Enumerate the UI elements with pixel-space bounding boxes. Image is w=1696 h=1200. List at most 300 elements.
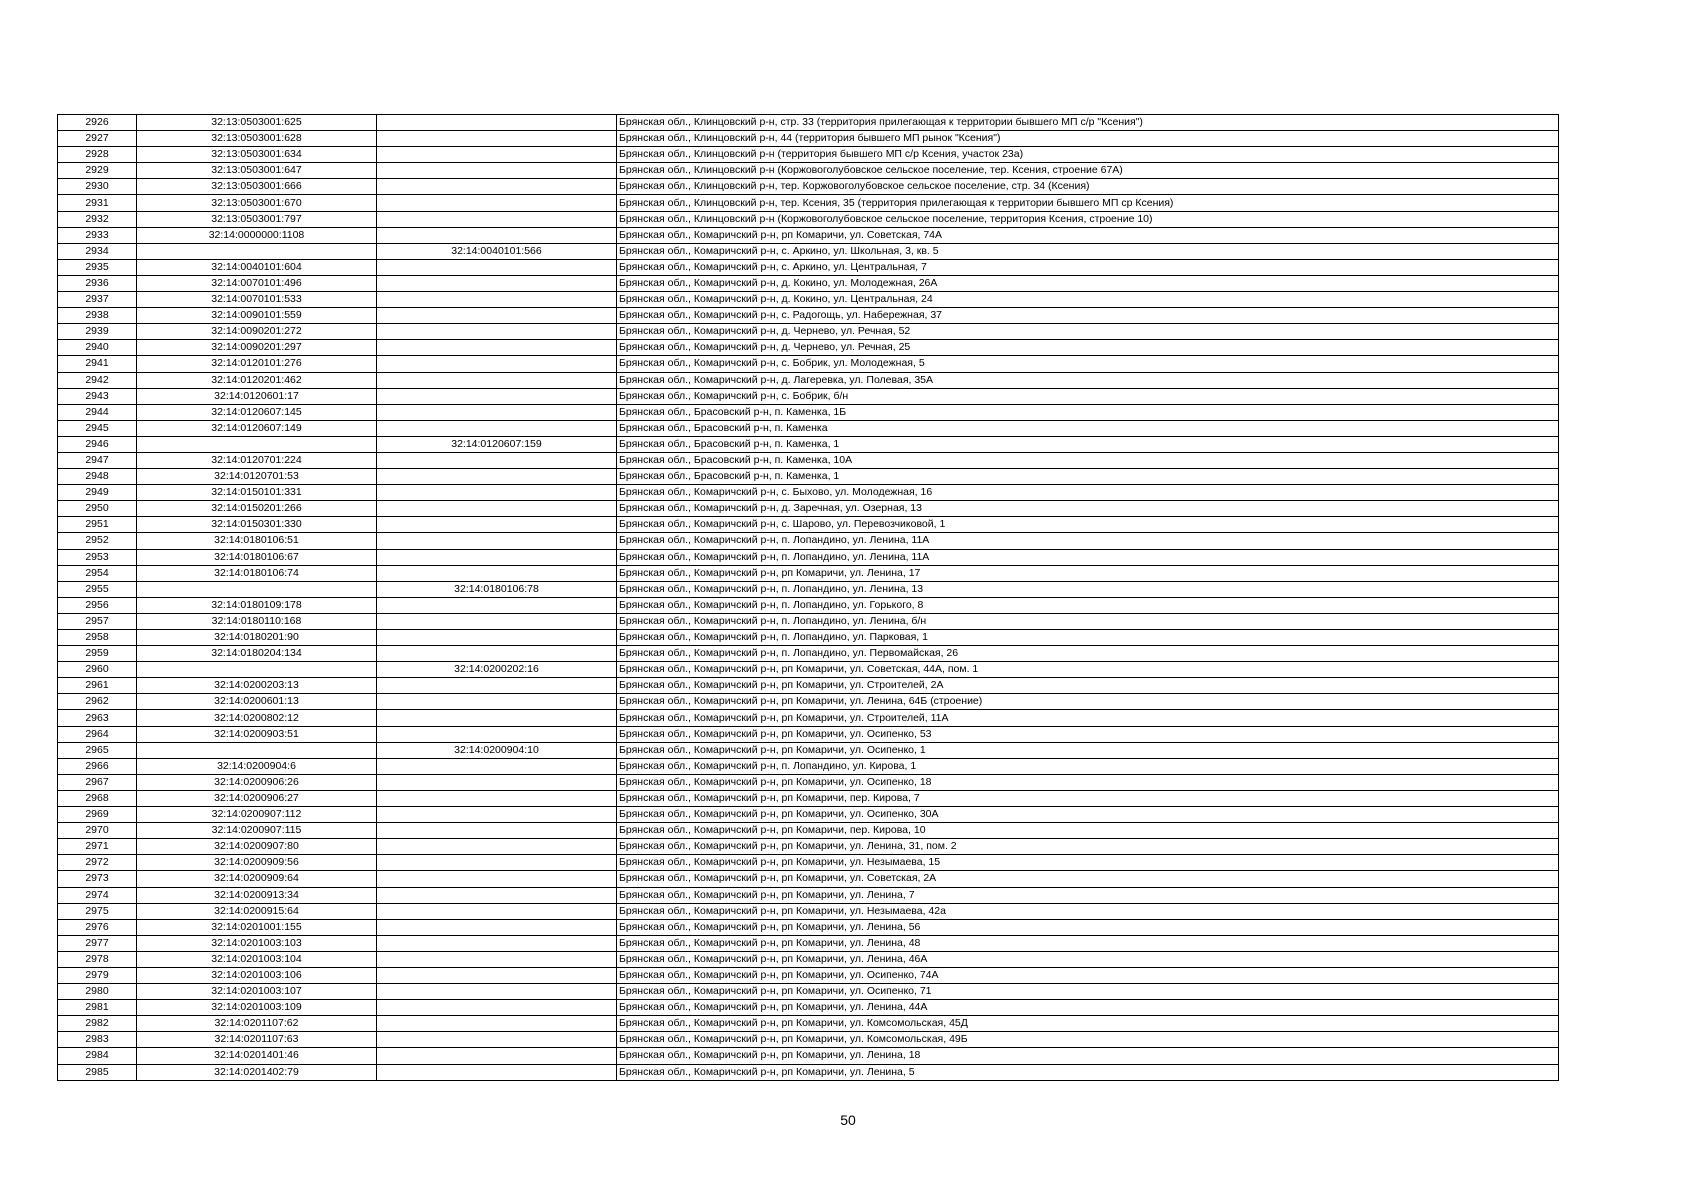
row-number-cell: 2947 — [58, 452, 137, 468]
related-cadastral-number-cell — [377, 485, 617, 501]
row-number-cell: 2980 — [58, 984, 137, 1000]
row-number-cell: 2936 — [58, 275, 137, 291]
table-row — [58, 147, 1559, 163]
cadastral-number-cell: 32:14:0200909:64 — [137, 871, 377, 887]
related-cadastral-number-cell — [377, 533, 617, 549]
related-cadastral-number-cell: 32:14:0200904:10 — [377, 742, 617, 758]
cadastral-number-cell: 32:14:0201003:103 — [137, 935, 377, 951]
address-cell: Брянская обл., Брасовский р-н, п. Каменка, 1 — [617, 436, 1559, 452]
table-row — [58, 984, 1559, 1000]
table-row — [58, 356, 1559, 372]
related-cadastral-number-cell — [377, 372, 617, 388]
cadastral-number-cell: 32:14:0150301:330 — [137, 517, 377, 533]
related-cadastral-number-cell — [377, 597, 617, 613]
address-cell: Брянская обл., Комаричский р-н, д. Кокино, ул. Центральная, 24 — [617, 292, 1559, 308]
row-number-cell: 2954 — [58, 565, 137, 581]
address-cell: Брянская обл., Клинцовский р-н (Коржовоголубовское сельское поселение, тер. Ксения, строение 67А) — [617, 163, 1559, 179]
address-cell: Брянская обл., Брасовский р-н, п. Каменка — [617, 420, 1559, 436]
related-cadastral-number-cell — [377, 613, 617, 629]
table-row — [58, 887, 1559, 903]
table-row — [58, 871, 1559, 887]
related-cadastral-number-cell — [377, 823, 617, 839]
row-number-cell: 2966 — [58, 758, 137, 774]
table-row — [58, 115, 1559, 131]
address-cell: Брянская обл., Брасовский р-н, п. Каменка, 1 — [617, 469, 1559, 485]
cadastral-number-cell: 32:14:0200802:12 — [137, 710, 377, 726]
row-number-cell: 2961 — [58, 678, 137, 694]
related-cadastral-number-cell — [377, 774, 617, 790]
row-number-cell: 2953 — [58, 549, 137, 565]
related-cadastral-number-cell — [377, 951, 617, 967]
cadastral-number-cell: 32:14:0200909:56 — [137, 855, 377, 871]
table-row — [58, 501, 1559, 517]
cadastral-number-cell: 32:14:0201001:155 — [137, 919, 377, 935]
related-cadastral-number-cell — [377, 501, 617, 517]
cadastral-number-cell: 32:14:0180106:51 — [137, 533, 377, 549]
related-cadastral-number-cell — [377, 340, 617, 356]
related-cadastral-number-cell — [377, 1048, 617, 1064]
address-cell: Брянская обл., Клинцовский р-н (территория бывшего МП с/р Ксения, участок 23а) — [617, 147, 1559, 163]
cadastral-number-cell: 32:14:0200906:26 — [137, 774, 377, 790]
table-row — [58, 436, 1559, 452]
cadastral-number-cell: 32:14:0070101:533 — [137, 292, 377, 308]
cadastral-number-cell: 32:14:0201402:79 — [137, 1064, 377, 1080]
row-number-cell: 2960 — [58, 662, 137, 678]
row-number-cell: 2930 — [58, 179, 137, 195]
related-cadastral-number-cell — [377, 356, 617, 372]
table-row — [58, 613, 1559, 629]
row-number-cell: 2949 — [58, 485, 137, 501]
related-cadastral-number-cell — [377, 919, 617, 935]
related-cadastral-number-cell — [377, 517, 617, 533]
table-row — [58, 131, 1559, 147]
address-cell: Брянская обл., Комаричский р-н, рп Комаричи, пер. Кирова, 10 — [617, 823, 1559, 839]
related-cadastral-number-cell — [377, 1032, 617, 1048]
row-number-cell: 2957 — [58, 613, 137, 629]
cadastral-number-cell: 32:14:0180106:67 — [137, 549, 377, 565]
cadastral-number-cell: 32:13:0503001:647 — [137, 163, 377, 179]
related-cadastral-number-cell — [377, 646, 617, 662]
address-cell: Брянская обл., Комаричский р-н, д. Лагеревка, ул. Полевая, 35А — [617, 372, 1559, 388]
related-cadastral-number-cell — [377, 630, 617, 646]
table-row — [58, 485, 1559, 501]
row-number-cell: 2950 — [58, 501, 137, 517]
address-cell: Брянская обл., Комаричский р-н, рп Комаричи, ул. Осипенко, 74А — [617, 967, 1559, 983]
address-cell: Брянская обл., Комаричский р-н, п. Лопандино, ул. Парковая, 1 — [617, 630, 1559, 646]
address-cell: Брянская обл., Комаричский р-н, рп Комаричи, ул. Советская, 44А, пом. 1 — [617, 662, 1559, 678]
table-row — [58, 549, 1559, 565]
related-cadastral-number-cell — [377, 275, 617, 291]
related-cadastral-number-cell — [377, 452, 617, 468]
address-cell: Брянская обл., Комаричский р-н, рп Комаричи, ул. Советская, 74А — [617, 227, 1559, 243]
cadastral-number-cell — [137, 436, 377, 452]
row-number-cell: 2951 — [58, 517, 137, 533]
page-number: 50 — [840, 1112, 856, 1128]
row-number-cell: 2976 — [58, 919, 137, 935]
table-row — [58, 452, 1559, 468]
related-cadastral-number-cell — [377, 131, 617, 147]
related-cadastral-number-cell — [377, 420, 617, 436]
table-row — [58, 469, 1559, 485]
table-row — [58, 694, 1559, 710]
address-cell: Брянская обл., Комаричский р-н, с. Аркино, ул. Школьная, 3, кв. 5 — [617, 243, 1559, 259]
cadastral-number-cell: 32:14:0200913:34 — [137, 887, 377, 903]
cadastral-number-cell: 32:14:0201107:63 — [137, 1032, 377, 1048]
cadastral-number-cell: 32:14:0201003:109 — [137, 1000, 377, 1016]
row-number-cell: 2948 — [58, 469, 137, 485]
cadastral-number-cell: 32:14:0120701:53 — [137, 469, 377, 485]
table-row — [58, 243, 1559, 259]
row-number-cell: 2959 — [58, 646, 137, 662]
row-number-cell: 2928 — [58, 147, 137, 163]
cadastral-number-cell: 32:14:0180201:90 — [137, 630, 377, 646]
cadastral-number-cell: 32:14:0120601:17 — [137, 388, 377, 404]
related-cadastral-number-cell — [377, 211, 617, 227]
row-number-cell: 2978 — [58, 951, 137, 967]
address-cell: Брянская обл., Комаричский р-н, п. Лопандино, ул. Ленина, 11А — [617, 549, 1559, 565]
table-row — [58, 275, 1559, 291]
related-cadastral-number-cell — [377, 984, 617, 1000]
related-cadastral-number-cell — [377, 807, 617, 823]
related-cadastral-number-cell — [377, 935, 617, 951]
table-row — [58, 517, 1559, 533]
related-cadastral-number-cell — [377, 227, 617, 243]
related-cadastral-number-cell — [377, 163, 617, 179]
related-cadastral-number-cell — [377, 967, 617, 983]
address-cell: Брянская обл., Брасовский р-н, п. Каменка, 1Б — [617, 404, 1559, 420]
address-cell: Брянская обл., Комаричский р-н, д. Чернево, ул. Речная, 25 — [617, 340, 1559, 356]
row-number-cell: 2963 — [58, 710, 137, 726]
address-cell: Брянская обл., Комаричский р-н, рп Комаричи, ул. Ленина, 44А — [617, 1000, 1559, 1016]
cadastral-number-cell: 32:14:0180109:178 — [137, 597, 377, 613]
table-row — [58, 646, 1559, 662]
cadastral-number-cell: 32:13:0503001:628 — [137, 131, 377, 147]
table-row — [58, 1032, 1559, 1048]
cadastral-number-cell — [137, 581, 377, 597]
address-cell: Брянская обл., Комаричский р-н, д. Чернево, ул. Речная, 52 — [617, 324, 1559, 340]
cadastral-number-cell: 32:14:0201107:62 — [137, 1016, 377, 1032]
table-row — [58, 340, 1559, 356]
address-cell: Брянская обл., Комаричский р-н, с. Быхово, ул. Молодежная, 16 — [617, 485, 1559, 501]
row-number-cell: 2975 — [58, 903, 137, 919]
row-number-cell: 2965 — [58, 742, 137, 758]
cadastral-number-cell: 32:14:0200903:51 — [137, 726, 377, 742]
related-cadastral-number-cell — [377, 790, 617, 806]
address-cell: Брянская обл., Комаричский р-н, рп Комаричи, ул. Строителей, 11А — [617, 710, 1559, 726]
table-row — [58, 839, 1559, 855]
address-cell: Брянская обл., Комаричский р-н, рп Комаричи, ул. Осипенко, 1 — [617, 742, 1559, 758]
table-row — [58, 533, 1559, 549]
table-row — [58, 372, 1559, 388]
related-cadastral-number-cell — [377, 887, 617, 903]
table-row — [58, 388, 1559, 404]
row-number-cell: 2973 — [58, 871, 137, 887]
table-row — [58, 1000, 1559, 1016]
address-cell: Брянская обл., Комаричский р-н, п. Лопандино, ул. Кирова, 1 — [617, 758, 1559, 774]
cadastral-number-cell: 32:14:0201401:46 — [137, 1048, 377, 1064]
table-row — [58, 1048, 1559, 1064]
table-row — [58, 292, 1559, 308]
cadastral-number-cell: 32:13:0503001:625 — [137, 115, 377, 131]
cadastral-number-cell: 32:14:0120607:149 — [137, 420, 377, 436]
table-row — [58, 324, 1559, 340]
table-row — [58, 807, 1559, 823]
table-row — [58, 903, 1559, 919]
cadastral-number-cell: 32:13:0503001:797 — [137, 211, 377, 227]
cadastral-number-cell: 32:14:0200203:13 — [137, 678, 377, 694]
address-cell: Брянская обл., Комаричский р-н, рп Комаричи, ул. Строителей, 2А — [617, 678, 1559, 694]
address-cell: Брянская обл., Комаричский р-н, рп Комаричи, ул. Незымаева, 15 — [617, 855, 1559, 871]
related-cadastral-number-cell — [377, 871, 617, 887]
row-number-cell: 2946 — [58, 436, 137, 452]
address-cell: Брянская обл., Комаричский р-н, рп Комаричи, ул. Советская, 2А — [617, 871, 1559, 887]
address-cell: Брянская обл., Клинцовский р-н (Коржовоголубовское сельское поселение, территория Ксения, строение 10) — [617, 211, 1559, 227]
related-cadastral-number-cell — [377, 726, 617, 742]
row-number-cell: 2979 — [58, 967, 137, 983]
related-cadastral-number-cell — [377, 404, 617, 420]
related-cadastral-number-cell: 32:14:0200202:16 — [377, 662, 617, 678]
row-number-cell: 2964 — [58, 726, 137, 742]
address-cell: Брянская обл., Комаричский р-н, рп Комаричи, ул. Незымаева, 42а — [617, 903, 1559, 919]
address-cell: Брянская обл., Клинцовский р-н, тер. Ксения, 35 (территория прилегающая к территории бывшего МП ср Ксения) — [617, 195, 1559, 211]
address-cell: Брянская обл., Клинцовский р-н, 44 (территория бывшего МП рынок "Ксения") — [617, 131, 1559, 147]
cadastral-number-cell: 32:14:0200915:64 — [137, 903, 377, 919]
row-number-cell: 2944 — [58, 404, 137, 420]
cadastral-number-cell: 32:14:0200907:115 — [137, 823, 377, 839]
property-table — [57, 114, 1559, 1081]
table-row — [58, 662, 1559, 678]
address-cell: Брянская обл., Комаричский р-н, д. Заречная, ул. Озерная, 13 — [617, 501, 1559, 517]
cadastral-number-cell: 32:14:0200904:6 — [137, 758, 377, 774]
related-cadastral-number-cell — [377, 388, 617, 404]
row-number-cell: 2926 — [58, 115, 137, 131]
address-cell: Брянская обл., Комаричский р-н, рп Комаричи, ул. Комсомольская, 45Д — [617, 1016, 1559, 1032]
cadastral-number-cell: 32:14:0200906:27 — [137, 790, 377, 806]
address-cell: Брянская обл., Комаричский р-н, с. Бобрик, ул. Молодежная, 5 — [617, 356, 1559, 372]
row-number-cell: 2970 — [58, 823, 137, 839]
table-row — [58, 823, 1559, 839]
address-cell: Брянская обл., Комаричский р-н, рп Комаричи, ул. Ленина, 18 — [617, 1048, 1559, 1064]
row-number-cell: 2969 — [58, 807, 137, 823]
row-number-cell: 2958 — [58, 630, 137, 646]
row-number-cell: 2929 — [58, 163, 137, 179]
table-row — [58, 758, 1559, 774]
table-row — [58, 919, 1559, 935]
row-number-cell: 2971 — [58, 839, 137, 855]
cadastral-number-cell: 32:14:0000000:1108 — [137, 227, 377, 243]
address-cell: Брянская обл., Комаричский р-н, рп Комаричи, ул. Комсомольская, 49Б — [617, 1032, 1559, 1048]
row-number-cell: 2934 — [58, 243, 137, 259]
related-cadastral-number-cell — [377, 195, 617, 211]
table-row — [58, 597, 1559, 613]
address-cell: Брянская обл., Клинцовский р-н, стр. 33 (территория прилегающая к территории бывшего МП с/р "Ксения") — [617, 115, 1559, 131]
address-cell: Брянская обл., Комаричский р-н, рп Комаричи, ул. Ленина, 46А — [617, 951, 1559, 967]
table-row — [58, 855, 1559, 871]
table-row — [58, 308, 1559, 324]
related-cadastral-number-cell — [377, 179, 617, 195]
row-number-cell: 2932 — [58, 211, 137, 227]
related-cadastral-number-cell: 32:14:0040101:566 — [377, 243, 617, 259]
related-cadastral-number-cell — [377, 1000, 617, 1016]
cadastral-number-cell: 32:14:0090101:559 — [137, 308, 377, 324]
cadastral-number-cell: 32:14:0090201:272 — [137, 324, 377, 340]
cadastral-number-cell: 32:14:0120101:276 — [137, 356, 377, 372]
row-number-cell: 2984 — [58, 1048, 137, 1064]
row-number-cell: 2952 — [58, 533, 137, 549]
row-number-cell: 2967 — [58, 774, 137, 790]
cadastral-number-cell: 32:14:0120201:462 — [137, 372, 377, 388]
related-cadastral-number-cell — [377, 292, 617, 308]
related-cadastral-number-cell — [377, 1064, 617, 1080]
table-row — [58, 211, 1559, 227]
cadastral-number-cell: 32:14:0090201:297 — [137, 340, 377, 356]
row-number-cell: 2977 — [58, 935, 137, 951]
address-cell: Брянская обл., Комаричский р-н, п. Лопандино, ул. Горького, 8 — [617, 597, 1559, 613]
row-number-cell: 2962 — [58, 694, 137, 710]
address-cell: Брянская обл., Комаричский р-н, рп Комаричи, ул. Ленина, 7 — [617, 887, 1559, 903]
table-row — [58, 742, 1559, 758]
related-cadastral-number-cell — [377, 839, 617, 855]
related-cadastral-number-cell — [377, 469, 617, 485]
table-row — [58, 1064, 1559, 1080]
cadastral-number-cell: 32:14:0070101:496 — [137, 275, 377, 291]
address-cell: Брянская обл., Комаричский р-н, рп Комаричи, ул. Ленина, 5 — [617, 1064, 1559, 1080]
row-number-cell: 2982 — [58, 1016, 137, 1032]
table-row — [58, 195, 1559, 211]
related-cadastral-number-cell: 32:14:0120607:159 — [377, 436, 617, 452]
table-row — [58, 179, 1559, 195]
row-number-cell: 2955 — [58, 581, 137, 597]
related-cadastral-number-cell — [377, 758, 617, 774]
address-cell: Брянская обл., Комаричский р-н, рп Комаричи, ул. Ленина, 31, пом. 2 — [617, 839, 1559, 855]
table-row — [58, 774, 1559, 790]
address-cell: Брянская обл., Комаричский р-н, рп Комаричи, ул. Ленина, 56 — [617, 919, 1559, 935]
address-cell: Брянская обл., Комаричский р-н, рп Комаричи, ул. Осипенко, 71 — [617, 984, 1559, 1000]
cadastral-number-cell: 32:14:0040101:604 — [137, 259, 377, 275]
row-number-cell: 2938 — [58, 308, 137, 324]
address-cell: Брянская обл., Комаричский р-н, рп Комаричи, ул. Ленина, 64Б (строение) — [617, 694, 1559, 710]
table-row — [58, 420, 1559, 436]
related-cadastral-number-cell — [377, 710, 617, 726]
address-cell: Брянская обл., Комаричский р-н, с. Аркино, ул. Центральная, 7 — [617, 259, 1559, 275]
related-cadastral-number-cell — [377, 565, 617, 581]
table-row — [58, 259, 1559, 275]
row-number-cell: 2931 — [58, 195, 137, 211]
address-cell: Брянская обл., Комаричский р-н, рп Комаричи, ул. Осипенко, 30А — [617, 807, 1559, 823]
cadastral-number-cell: 32:14:0150201:266 — [137, 501, 377, 517]
cadastral-number-cell: 32:14:0200907:112 — [137, 807, 377, 823]
cadastral-number-cell: 32:14:0201003:107 — [137, 984, 377, 1000]
table-row — [58, 710, 1559, 726]
address-cell: Брянская обл., Комаричский р-н, рп Комаричи, ул. Осипенко, 53 — [617, 726, 1559, 742]
row-number-cell: 2941 — [58, 356, 137, 372]
row-number-cell: 2981 — [58, 1000, 137, 1016]
address-cell: Брянская обл., Брасовский р-н, п. Каменка, 10А — [617, 452, 1559, 468]
table-row — [58, 678, 1559, 694]
address-cell: Брянская обл., Клинцовский р-н, тер. Коржовоголубовское сельское поселение, стр. 34 (Ксения) — [617, 179, 1559, 195]
cadastral-number-cell: 32:13:0503001:634 — [137, 147, 377, 163]
row-number-cell: 2943 — [58, 388, 137, 404]
address-cell: Брянская обл., Комаричский р-н, п. Лопандино, ул. Ленина, 11А — [617, 533, 1559, 549]
table-row — [58, 630, 1559, 646]
row-number-cell: 2983 — [58, 1032, 137, 1048]
related-cadastral-number-cell — [377, 147, 617, 163]
related-cadastral-number-cell — [377, 855, 617, 871]
table-row — [58, 935, 1559, 951]
cadastral-number-cell: 32:14:0201003:104 — [137, 951, 377, 967]
address-cell: Брянская обл., Комаричский р-н, с. Бобрик, б/н — [617, 388, 1559, 404]
address-cell: Брянская обл., Комаричский р-н, с. Шарово, ул. Перевозчиковой, 1 — [617, 517, 1559, 533]
cadastral-number-cell: 32:14:0150101:331 — [137, 485, 377, 501]
cadastral-number-cell — [137, 742, 377, 758]
table-row — [58, 163, 1559, 179]
cadastral-number-cell: 32:14:0180204:134 — [137, 646, 377, 662]
related-cadastral-number-cell: 32:14:0180106:78 — [377, 581, 617, 597]
related-cadastral-number-cell — [377, 549, 617, 565]
related-cadastral-number-cell — [377, 308, 617, 324]
cadastral-number-cell — [137, 243, 377, 259]
table-row — [58, 790, 1559, 806]
row-number-cell: 2937 — [58, 292, 137, 308]
table-row — [58, 565, 1559, 581]
row-number-cell: 2974 — [58, 887, 137, 903]
row-number-cell: 2935 — [58, 259, 137, 275]
address-cell: Брянская обл., Комаричский р-н, рп Комаричи, ул. Ленина, 48 — [617, 935, 1559, 951]
cadastral-number-cell: 32:14:0120607:145 — [137, 404, 377, 420]
row-number-cell: 2972 — [58, 855, 137, 871]
row-number-cell: 2927 — [58, 131, 137, 147]
address-cell: Брянская обл., Комаричский р-н, рп Комаричи, пер. Кирова, 7 — [617, 790, 1559, 806]
table-row — [58, 967, 1559, 983]
row-number-cell: 2933 — [58, 227, 137, 243]
table-row — [58, 1016, 1559, 1032]
related-cadastral-number-cell — [377, 259, 617, 275]
row-number-cell: 2945 — [58, 420, 137, 436]
cadastral-number-cell: 32:14:0201003:106 — [137, 967, 377, 983]
related-cadastral-number-cell — [377, 903, 617, 919]
address-cell: Брянская обл., Комаричский р-н, рп Комаричи, ул. Осипенко, 18 — [617, 774, 1559, 790]
address-cell: Брянская обл., Комаричский р-н, рп Комаричи, ул. Ленина, 17 — [617, 565, 1559, 581]
cadastral-number-cell — [137, 662, 377, 678]
table-row — [58, 227, 1559, 243]
table-row — [58, 581, 1559, 597]
address-cell: Брянская обл., Комаричский р-н, п. Лопандино, ул. Ленина, б/н — [617, 613, 1559, 629]
row-number-cell: 2940 — [58, 340, 137, 356]
cadastral-number-cell: 32:14:0180110:168 — [137, 613, 377, 629]
cadastral-number-cell: 32:14:0180106:74 — [137, 565, 377, 581]
row-number-cell: 2956 — [58, 597, 137, 613]
address-cell: Брянская обл., Комаричский р-н, п. Лопандино, ул. Первомайская, 26 — [617, 646, 1559, 662]
related-cadastral-number-cell — [377, 115, 617, 131]
related-cadastral-number-cell — [377, 1016, 617, 1032]
table-row — [58, 951, 1559, 967]
cadastral-number-cell: 32:13:0503001:666 — [137, 179, 377, 195]
row-number-cell: 2985 — [58, 1064, 137, 1080]
address-cell: Брянская обл., Комаричский р-н, д. Кокино, ул. Молодежная, 26А — [617, 275, 1559, 291]
related-cadastral-number-cell — [377, 678, 617, 694]
row-number-cell: 2968 — [58, 790, 137, 806]
cadastral-number-cell: 32:13:0503001:670 — [137, 195, 377, 211]
cadastral-number-cell: 32:14:0200907:80 — [137, 839, 377, 855]
row-number-cell: 2942 — [58, 372, 137, 388]
related-cadastral-number-cell — [377, 694, 617, 710]
table-row — [58, 404, 1559, 420]
address-cell: Брянская обл., Комаричский р-н, п. Лопандино, ул. Ленина, 13 — [617, 581, 1559, 597]
table-row — [58, 726, 1559, 742]
row-number-cell: 2939 — [58, 324, 137, 340]
cadastral-number-cell: 32:14:0120701:224 — [137, 452, 377, 468]
address-cell: Брянская обл., Комаричский р-н, с. Радогощь, ул. Набережная, 37 — [617, 308, 1559, 324]
